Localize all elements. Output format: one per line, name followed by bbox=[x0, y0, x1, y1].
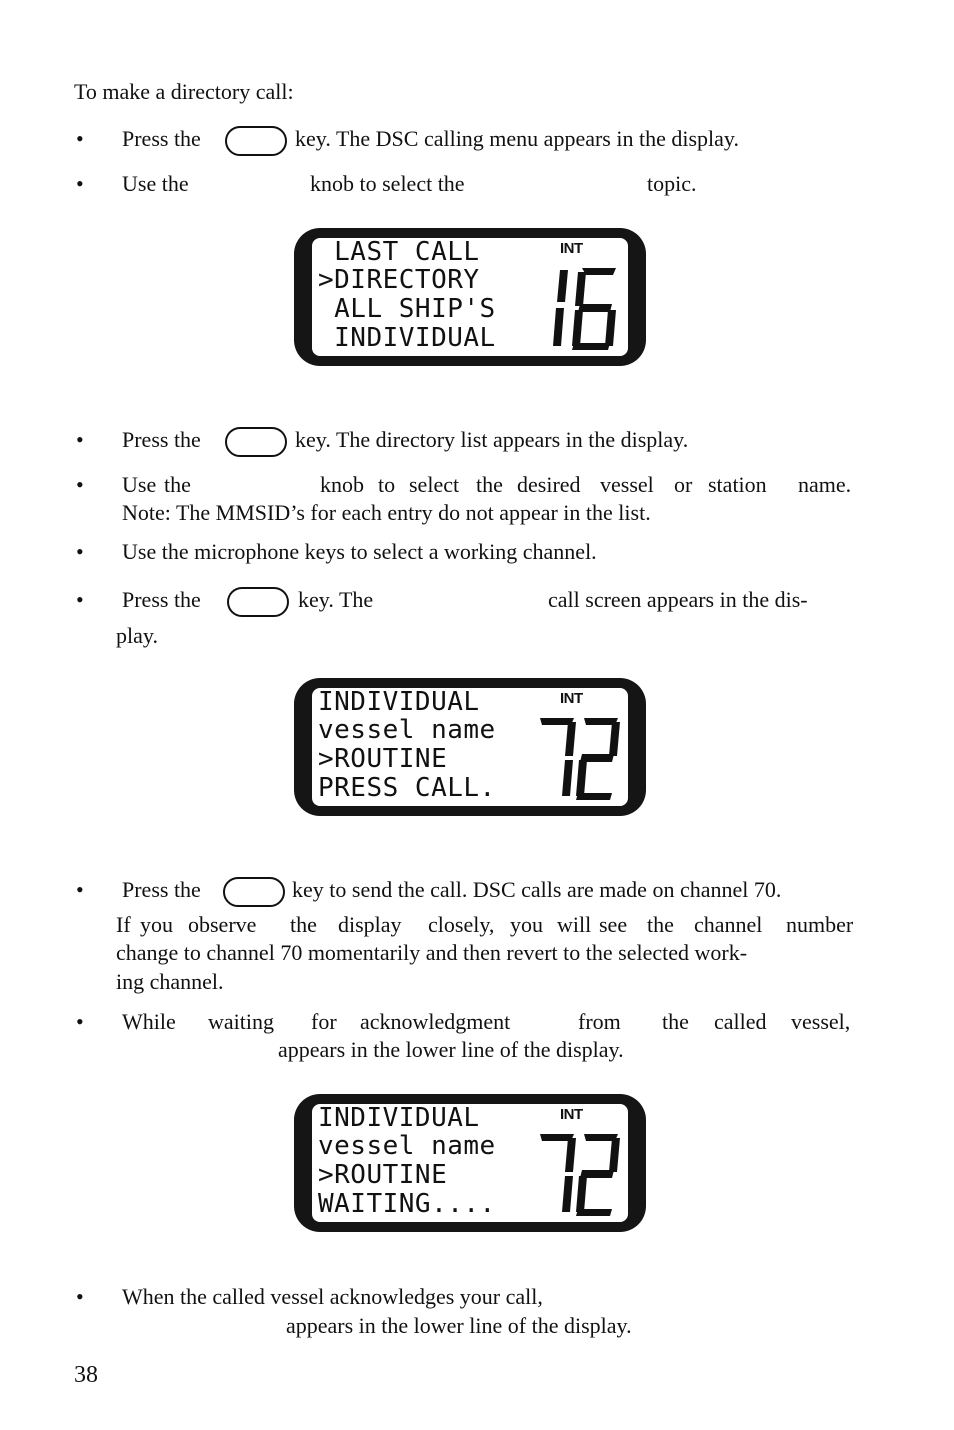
lcd-display-press-call bbox=[294, 678, 646, 816]
step-7-word: the bbox=[647, 912, 674, 937]
step-6-post: call screen appears in the dis- bbox=[548, 587, 808, 612]
step-8-line2: appears in the lower line of the display. bbox=[278, 1037, 624, 1062]
step-8-word: While bbox=[122, 1009, 176, 1034]
step-7-word: will bbox=[557, 912, 592, 937]
channel-digits-16 bbox=[540, 264, 624, 354]
bullet: • bbox=[76, 427, 84, 452]
step-7-para-line2: change to channel 70 momentarily and then revert to the selected work- bbox=[116, 940, 748, 965]
lcd-display-directory-menu bbox=[294, 228, 646, 366]
step-6-pre: Press the bbox=[122, 587, 201, 612]
step-7-word: you bbox=[510, 912, 543, 937]
step-3-post: key. The directory list appears in the display. bbox=[295, 427, 689, 452]
step-7-word: see bbox=[599, 912, 628, 937]
step-8-word: acknowledgment bbox=[360, 1009, 511, 1034]
key-icon bbox=[225, 427, 287, 457]
lcd-line: WAITING.... bbox=[318, 1189, 496, 1219]
lcd-line: ALL SHIP'S bbox=[318, 294, 496, 324]
step-2-b: knob to select the bbox=[310, 171, 465, 196]
step-4-word: the bbox=[476, 472, 503, 497]
step-9-line2: appears in the lower line of the display. bbox=[286, 1313, 632, 1338]
step-8-word: waiting bbox=[208, 1009, 274, 1034]
step-7-para-line3: ing channel. bbox=[116, 969, 224, 994]
bullet: • bbox=[76, 1284, 84, 1309]
key-icon bbox=[227, 587, 289, 617]
step-1-post: key. The DSC calling menu appears in the display. bbox=[295, 126, 739, 151]
step-7-pre: Press the bbox=[122, 877, 201, 902]
lcd-line: INDIVIDUAL bbox=[318, 1104, 480, 1133]
page-number: 38 bbox=[74, 1362, 98, 1388]
lcd-display-waiting bbox=[294, 1094, 646, 1232]
lcd-line: >DIRECTORY bbox=[318, 265, 480, 295]
step-7-word: closely, bbox=[428, 912, 495, 937]
step-4-word: Use bbox=[122, 472, 157, 497]
step-7-word: channel bbox=[694, 912, 763, 937]
bullet: • bbox=[76, 539, 84, 564]
lcd-line: LAST CALL bbox=[318, 238, 480, 267]
lcd-line: INDIVIDUAL bbox=[318, 688, 480, 717]
step-4-word: to bbox=[378, 472, 396, 497]
bullet: • bbox=[76, 587, 84, 612]
lcd-line: vessel name bbox=[318, 715, 496, 745]
step-4-note: Note: The MMSID’s for each entry do not appear in the list. bbox=[122, 500, 651, 525]
step-4-word: vessel bbox=[600, 472, 654, 497]
step-4-word: name. bbox=[798, 472, 852, 497]
int-indicator: INT bbox=[560, 1106, 583, 1123]
lcd-line: PRESS CALL. bbox=[318, 773, 496, 803]
bullet: • bbox=[76, 1009, 84, 1034]
step-5-text: Use the microphone keys to select a working channel. bbox=[122, 539, 597, 564]
step-2-c: topic. bbox=[647, 171, 697, 196]
channel-digits-72 bbox=[540, 714, 624, 804]
key-icon bbox=[225, 126, 287, 156]
step-7-word: you bbox=[140, 912, 173, 937]
step-6-line2: play. bbox=[116, 623, 158, 648]
step-1-pre: Press the bbox=[122, 126, 201, 151]
intro-text: To make a directory call: bbox=[74, 79, 294, 104]
lcd-line: >ROUTINE bbox=[318, 744, 448, 774]
step-2-a: Use the bbox=[122, 171, 189, 196]
step-8-word: the bbox=[662, 1009, 689, 1034]
lcd-line: vessel name bbox=[318, 1131, 496, 1161]
bullet: • bbox=[76, 877, 84, 902]
int-indicator: INT bbox=[560, 240, 583, 257]
bullet: • bbox=[76, 126, 84, 151]
step-3-pre: Press the bbox=[122, 427, 201, 452]
step-8-word: called bbox=[714, 1009, 767, 1034]
step-7-word: number bbox=[786, 912, 854, 937]
step-4-word: or bbox=[674, 472, 693, 497]
bullet: • bbox=[76, 171, 84, 196]
step-4-word: select bbox=[409, 472, 460, 497]
step-8-word: for bbox=[311, 1009, 337, 1034]
lcd-line: >ROUTINE bbox=[318, 1160, 448, 1190]
channel-digits-72 bbox=[540, 1130, 624, 1220]
int-indicator: INT bbox=[560, 690, 583, 707]
step-4-word: the bbox=[164, 472, 191, 497]
key-icon bbox=[223, 877, 285, 907]
step-4-word: desired bbox=[517, 472, 581, 497]
step-8-word: vessel, bbox=[791, 1009, 851, 1034]
step-9-line1: When the called vessel acknowledges your call, bbox=[122, 1284, 543, 1309]
step-7-word: the bbox=[290, 912, 317, 937]
step-7-word: observe bbox=[188, 912, 257, 937]
step-7-word: display bbox=[338, 912, 402, 937]
step-8-word: from bbox=[578, 1009, 621, 1034]
step-7-post: key to send the call. DSC calls are made on channel 70. bbox=[292, 877, 782, 902]
step-4-word: station bbox=[708, 472, 767, 497]
lcd-line: INDIVIDUAL bbox=[318, 323, 496, 353]
bullet: • bbox=[76, 472, 84, 497]
step-7-word: If bbox=[116, 912, 131, 937]
step-6-mid: key. The bbox=[298, 587, 374, 612]
step-4-word: knob bbox=[320, 472, 364, 497]
